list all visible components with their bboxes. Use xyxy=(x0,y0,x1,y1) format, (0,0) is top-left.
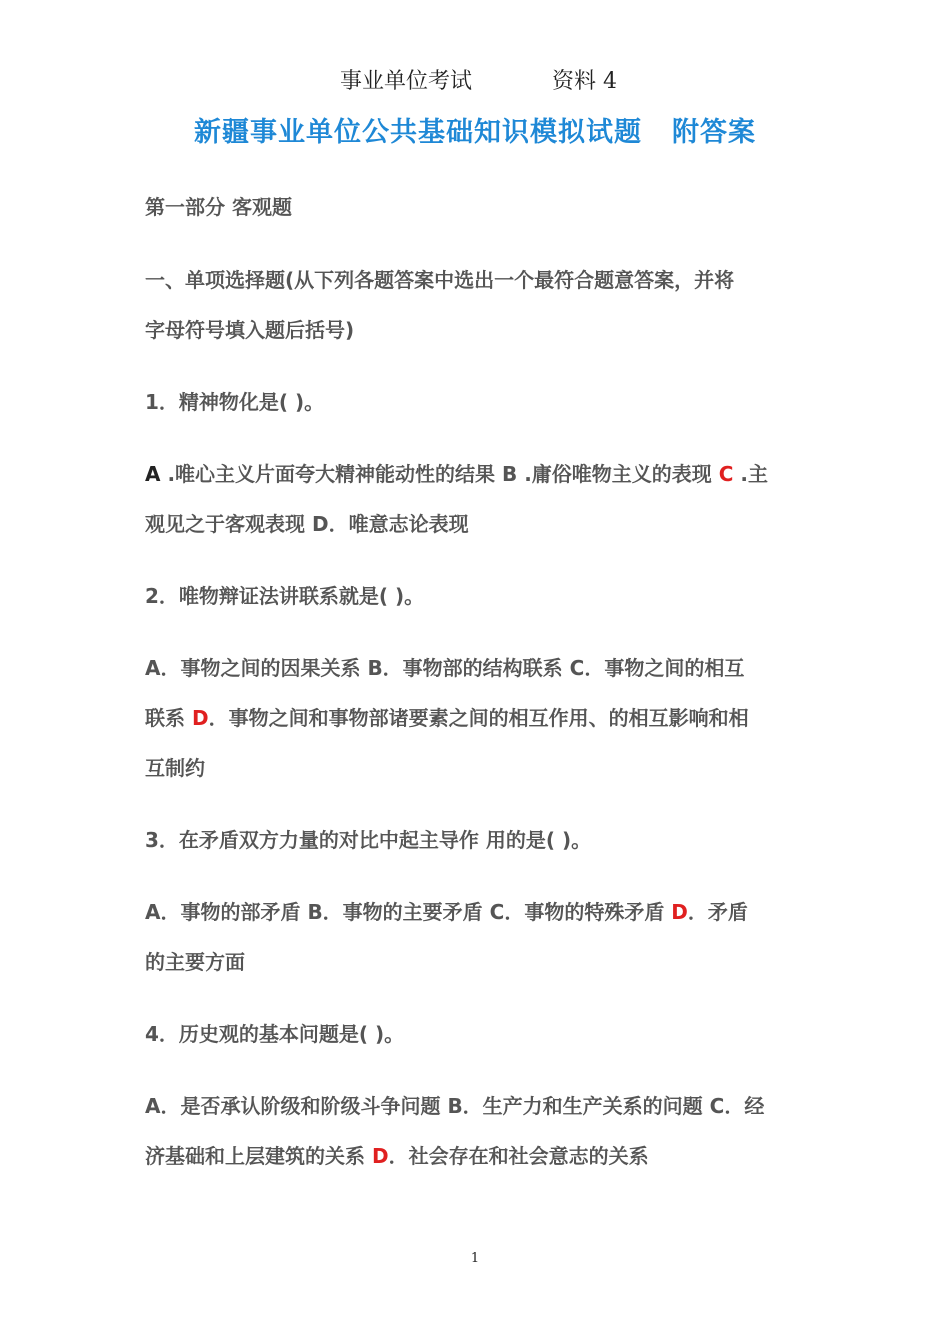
question-1-options-line-2: 观见之于客观表现 D．唯意志论表现 xyxy=(145,512,469,536)
page-number: 1 xyxy=(470,1251,480,1266)
question-4-answer: D xyxy=(371,1144,389,1168)
question-1-options-tail: .主 xyxy=(733,462,769,486)
question-4-stem: 4．历史观的基本问题是( )。 xyxy=(145,1022,405,1046)
question-2-options-line-3: 互制约 xyxy=(145,756,205,780)
question-1-options-text: .唯心主义片面夸大精神能动性的结果 B .庸俗唯物主义的表现 xyxy=(160,462,719,486)
question-2-stem: 2．唯物辩证法讲联系就是( )。 xyxy=(145,584,425,608)
question-2-answer: D xyxy=(191,706,209,730)
document-title xyxy=(0,110,950,149)
section-heading-line-1: 一、单项选择题(从下列各题答案中选出一个最符合题意答案，并将 xyxy=(145,268,735,292)
title-main: 新疆事业单位公共基础知识模拟试题 xyxy=(194,117,642,148)
question-2-options-line-1: A．事物之间的因果关系 B．事物部的结构联系 C．事物之间的相互 xyxy=(145,656,745,680)
question-4-options-tail: ．社会存在和社会意志的关系 xyxy=(388,1144,649,1168)
question-3-options-tail: ．矛盾 xyxy=(687,900,748,924)
section-heading-line-2: 字母符号填入题后括号) xyxy=(145,318,355,342)
question-3-options-line-1 xyxy=(145,897,748,927)
question-3-options-line-2: 的主要方面 xyxy=(145,950,245,974)
part-heading: 第一部分 客观题 xyxy=(145,195,292,219)
header-left-text: 事业单位考试 xyxy=(340,69,473,94)
question-3-options-head: A．事物的部矛盾 B．事物的主要矛盾 C．事物的特殊矛盾 xyxy=(145,900,672,924)
question-2-options-line-2 xyxy=(145,703,749,733)
question-3-stem: 3．在矛盾双方力量的对比中起主导作 用的是( )。 xyxy=(145,828,592,852)
question-3-answer: D xyxy=(671,900,688,924)
question-1-stem: 1．精神物化是( )。 xyxy=(145,390,325,414)
question-4-options-line-1: A．是否承认阶级和阶级斗争问题 B．生产力和生产关系的问题 C．经 xyxy=(145,1094,765,1118)
question-4-options-head: 济基础和上层建筑的关系 xyxy=(145,1144,372,1168)
question-1-answer: C xyxy=(718,462,734,486)
question-1-options-line-1 xyxy=(145,459,768,489)
question-2-options-head: 联系 xyxy=(145,706,192,730)
question-4-options-line-2 xyxy=(145,1141,649,1171)
option-a-letter: A xyxy=(145,462,161,486)
header-right-text: 资料 4 xyxy=(552,69,617,94)
question-2-options-tail: ．事物之间和事物部诸要素之间的相互作用、的相互影响和相 xyxy=(208,706,749,730)
title-suffix: 附答案 xyxy=(672,117,756,148)
page-header xyxy=(0,62,950,96)
